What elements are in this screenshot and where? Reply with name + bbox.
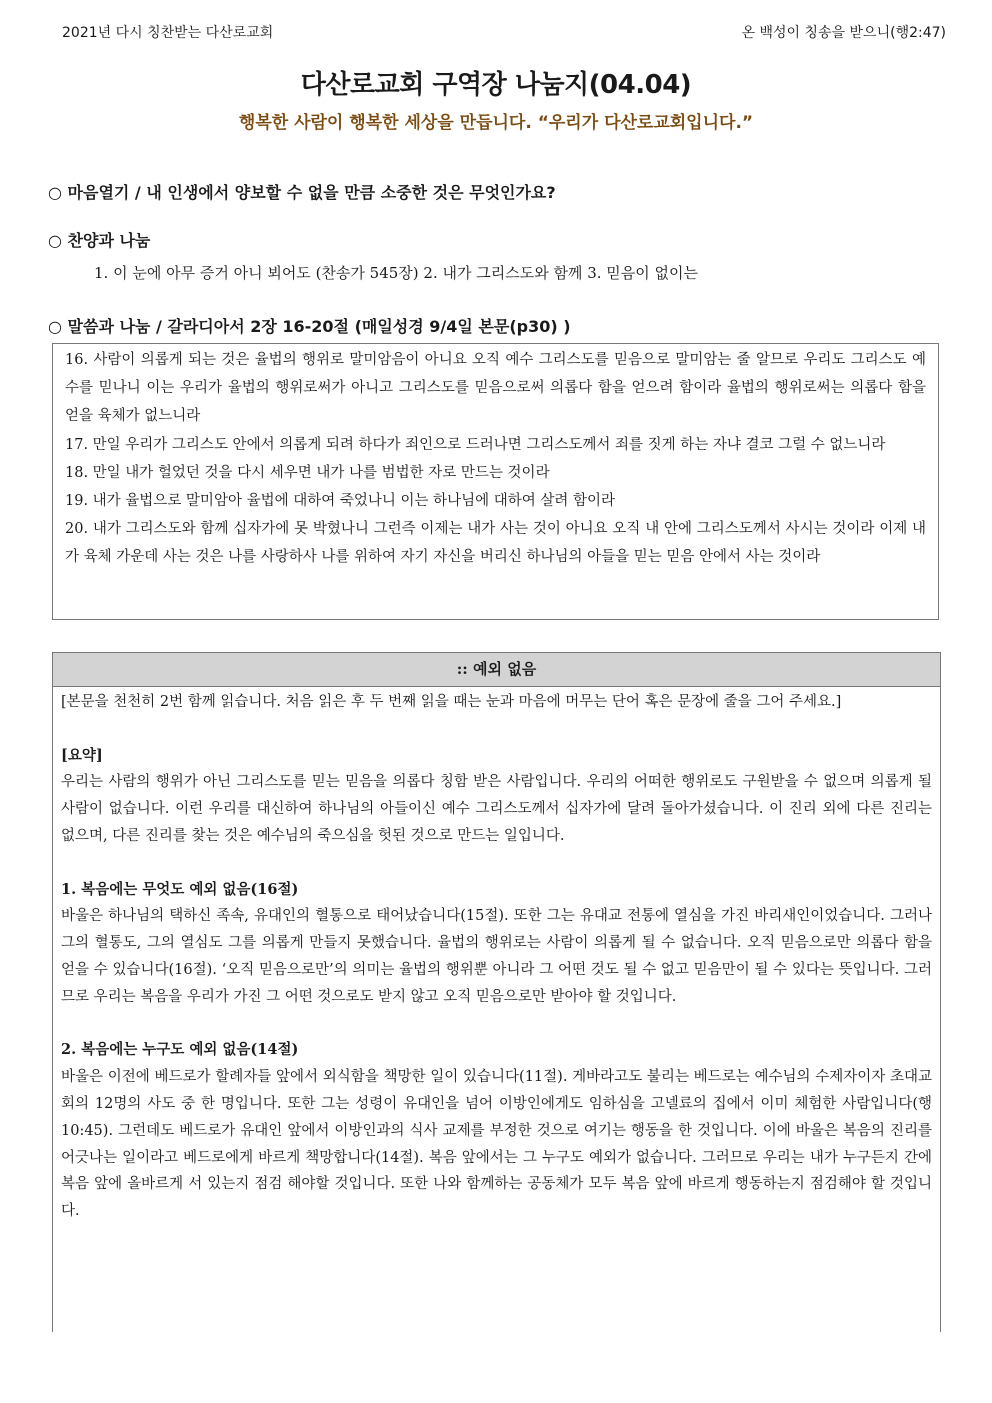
verse-16: 16. 사람이 의롭게 되는 것은 율법의 행위로 말미암음이 아니요 오직 예수 그리스도를 믿음으로 말미암는 줄 알므로 우리도 그리스도 예수를 믿나니 이는 우리가 율법의 행위로써가 아니고 그리스도를 믿음으로써 의롭다 함을 얻으려 함이라 율법의 행위로써는 의롭다 함을 얻을 육체가 없느니라 bbox=[65, 352, 926, 425]
sermon-box bbox=[52, 652, 941, 1332]
verse-20: 20. 내가 그리스도와 함께 십자가에 못 박혔나니 그런즉 이제는 내가 사는 것이 아니요 오직 내 안에 그리스도께서 사시는 것이라 이제 내가 육체 가운데 사는 것은 나를 사랑하사 나를 위하여 자기 자신을 버리신 하나님의 아들을 믿는 믿음 안에서 사는 것이라 bbox=[65, 521, 926, 566]
verse-17: 17. 만일 우리가 그리스도 안에서 의롭게 되려 하다가 죄인으로 드러나면 그리스도께서 죄를 짓게 하는 자냐 결코 그럴 수 없느니라 bbox=[65, 436, 886, 453]
sermon-body bbox=[53, 687, 940, 1225]
praise-heading: ○ 찬양과 나눔 bbox=[48, 231, 151, 250]
slogan: 행복한 사람이 행복한 세상을 만듭니다. “우리가 다산로교회입니다.” bbox=[238, 113, 754, 133]
header-church-motto: 2021년 다시 칭찬받는 다산로교회 bbox=[62, 25, 274, 41]
page-title: 다산로교회 구역장 나눔지(04.04) bbox=[300, 70, 692, 100]
scripture-box bbox=[52, 343, 939, 620]
summary-label: [요약] bbox=[61, 746, 103, 764]
reading-instruction: [본문을 천천히 2번 함께 읽습니다. 처음 읽은 후 두 번째 읽을 때는 눈과 마음에 머무는 단어 혹은 문장에 줄을 그어 주세요.] bbox=[61, 694, 842, 710]
point1-title: 1. 복음에는 무엇도 예외 없음(16절) bbox=[61, 880, 299, 898]
sermon-heading: :: 예외 없음 bbox=[53, 653, 940, 687]
point2-body: 바울은 이전에 베드로가 할례자들 앞에서 외식함을 책망한 일이 있습니다(11절). 게바라고도 불리는 베드로는 예수님의 수제자이자 초대교회의 12명의 사도 중 한 명입니다. 또한 그는 성령이 유대인을 넘어 이방인에게도 임하심을 고넬료의 집에서 이미 체험한 사람입니다(행 10:45). 그런데도 베드로가 유대인 앞에서 이방인과의 식사 교제를 부정한 것으로 여기는 행동을 한 것입니다. 이에 바울은 복음의 진리를 어긋나는 일이라고 베드로에게 바르게 책망합니다(14절). 복음 앞에서는 그 누구도 예외가 없습니다. 그러므로 우리는 내가 누구든지 간에 복음 앞에 올바르게 서 있는지 점검 해야할 것입니다. 또한 나와 함께하는 공동체가 모두 복음 앞에 바르게 행동하는지 점검해야 할 것입니다. bbox=[61, 1069, 932, 1220]
point1-body: 바울은 하나님의 택하신 족속, 유대인의 혈통으로 태어났습니다(15절). 또한 그는 유대교 전통에 열심을 가진 바리새인이었습니다. 그러나 그의 혈통도, 그의 열심도 그를 의롭게 만들지 못했습니다. 율법의 행위로는 사람이 의롭게 될 수 없습니다. 오직 믿음으로만 의롭다 함을 얻을 수 있습니다(16절). ‘오직 믿음으로만’의 의미는 율법의 행위뿐 아니라 그 어떤 것도 될 수 없고 믿음만이 될 수 있다는 뜻입니다. 그러므로 우리는 복음을 우리가 가진 그 어떤 것으로도 받지 않고 오직 믿음으로만 받아야 할 것입니다. bbox=[61, 908, 932, 1005]
header-verse-reference: 온 백성이 칭송을 받으니(행2:47) bbox=[741, 25, 946, 41]
summary-text: 우리는 사람의 행위가 아닌 그리스도를 믿는 믿음을 의롭다 칭함 받은 사람입니다. 우리의 어떠한 행위로도 구원받을 수 없으며 의롭게 될 사람이 없습니다. 이런 우리를 대신하여 하나님의 아들이신 예수 그리스도께서 십자가에 달려 돌아가셨습니다. 이 진리 외에 다른 진리는 없으며, 다른 진리를 찾는 것은 예수님의 죽으심을 헛된 것으로 만드는 일입니다. bbox=[61, 774, 932, 844]
verse-19: 19. 내가 율법으로 말미암아 율법에 대하여 죽었나니 이는 하나님에 대하여 살려 함이라 bbox=[65, 493, 615, 510]
point2-title: 2. 복음에는 누구도 예외 없음(14절) bbox=[61, 1041, 299, 1059]
verse-18: 18. 만일 내가 헐었던 것을 다시 세우면 내가 나를 범법한 자로 만드는 것이라 bbox=[65, 464, 550, 481]
word-heading: ○ 말씀과 나눔 / 갈라디아서 2장 16-20절 (매일성경 9/4일 본문(p30) ) bbox=[48, 317, 571, 336]
opening-question: ○ 마음열기 / 내 인생에서 양보할 수 없을 만큼 소중한 것은 무엇인가요? bbox=[48, 183, 556, 202]
hymn-list: 1. 이 눈에 아무 증거 아니 뵈어도 (찬송가 545장) 2. 내가 그리스도와 함께 3. 믿음이 없이는 bbox=[94, 264, 698, 282]
